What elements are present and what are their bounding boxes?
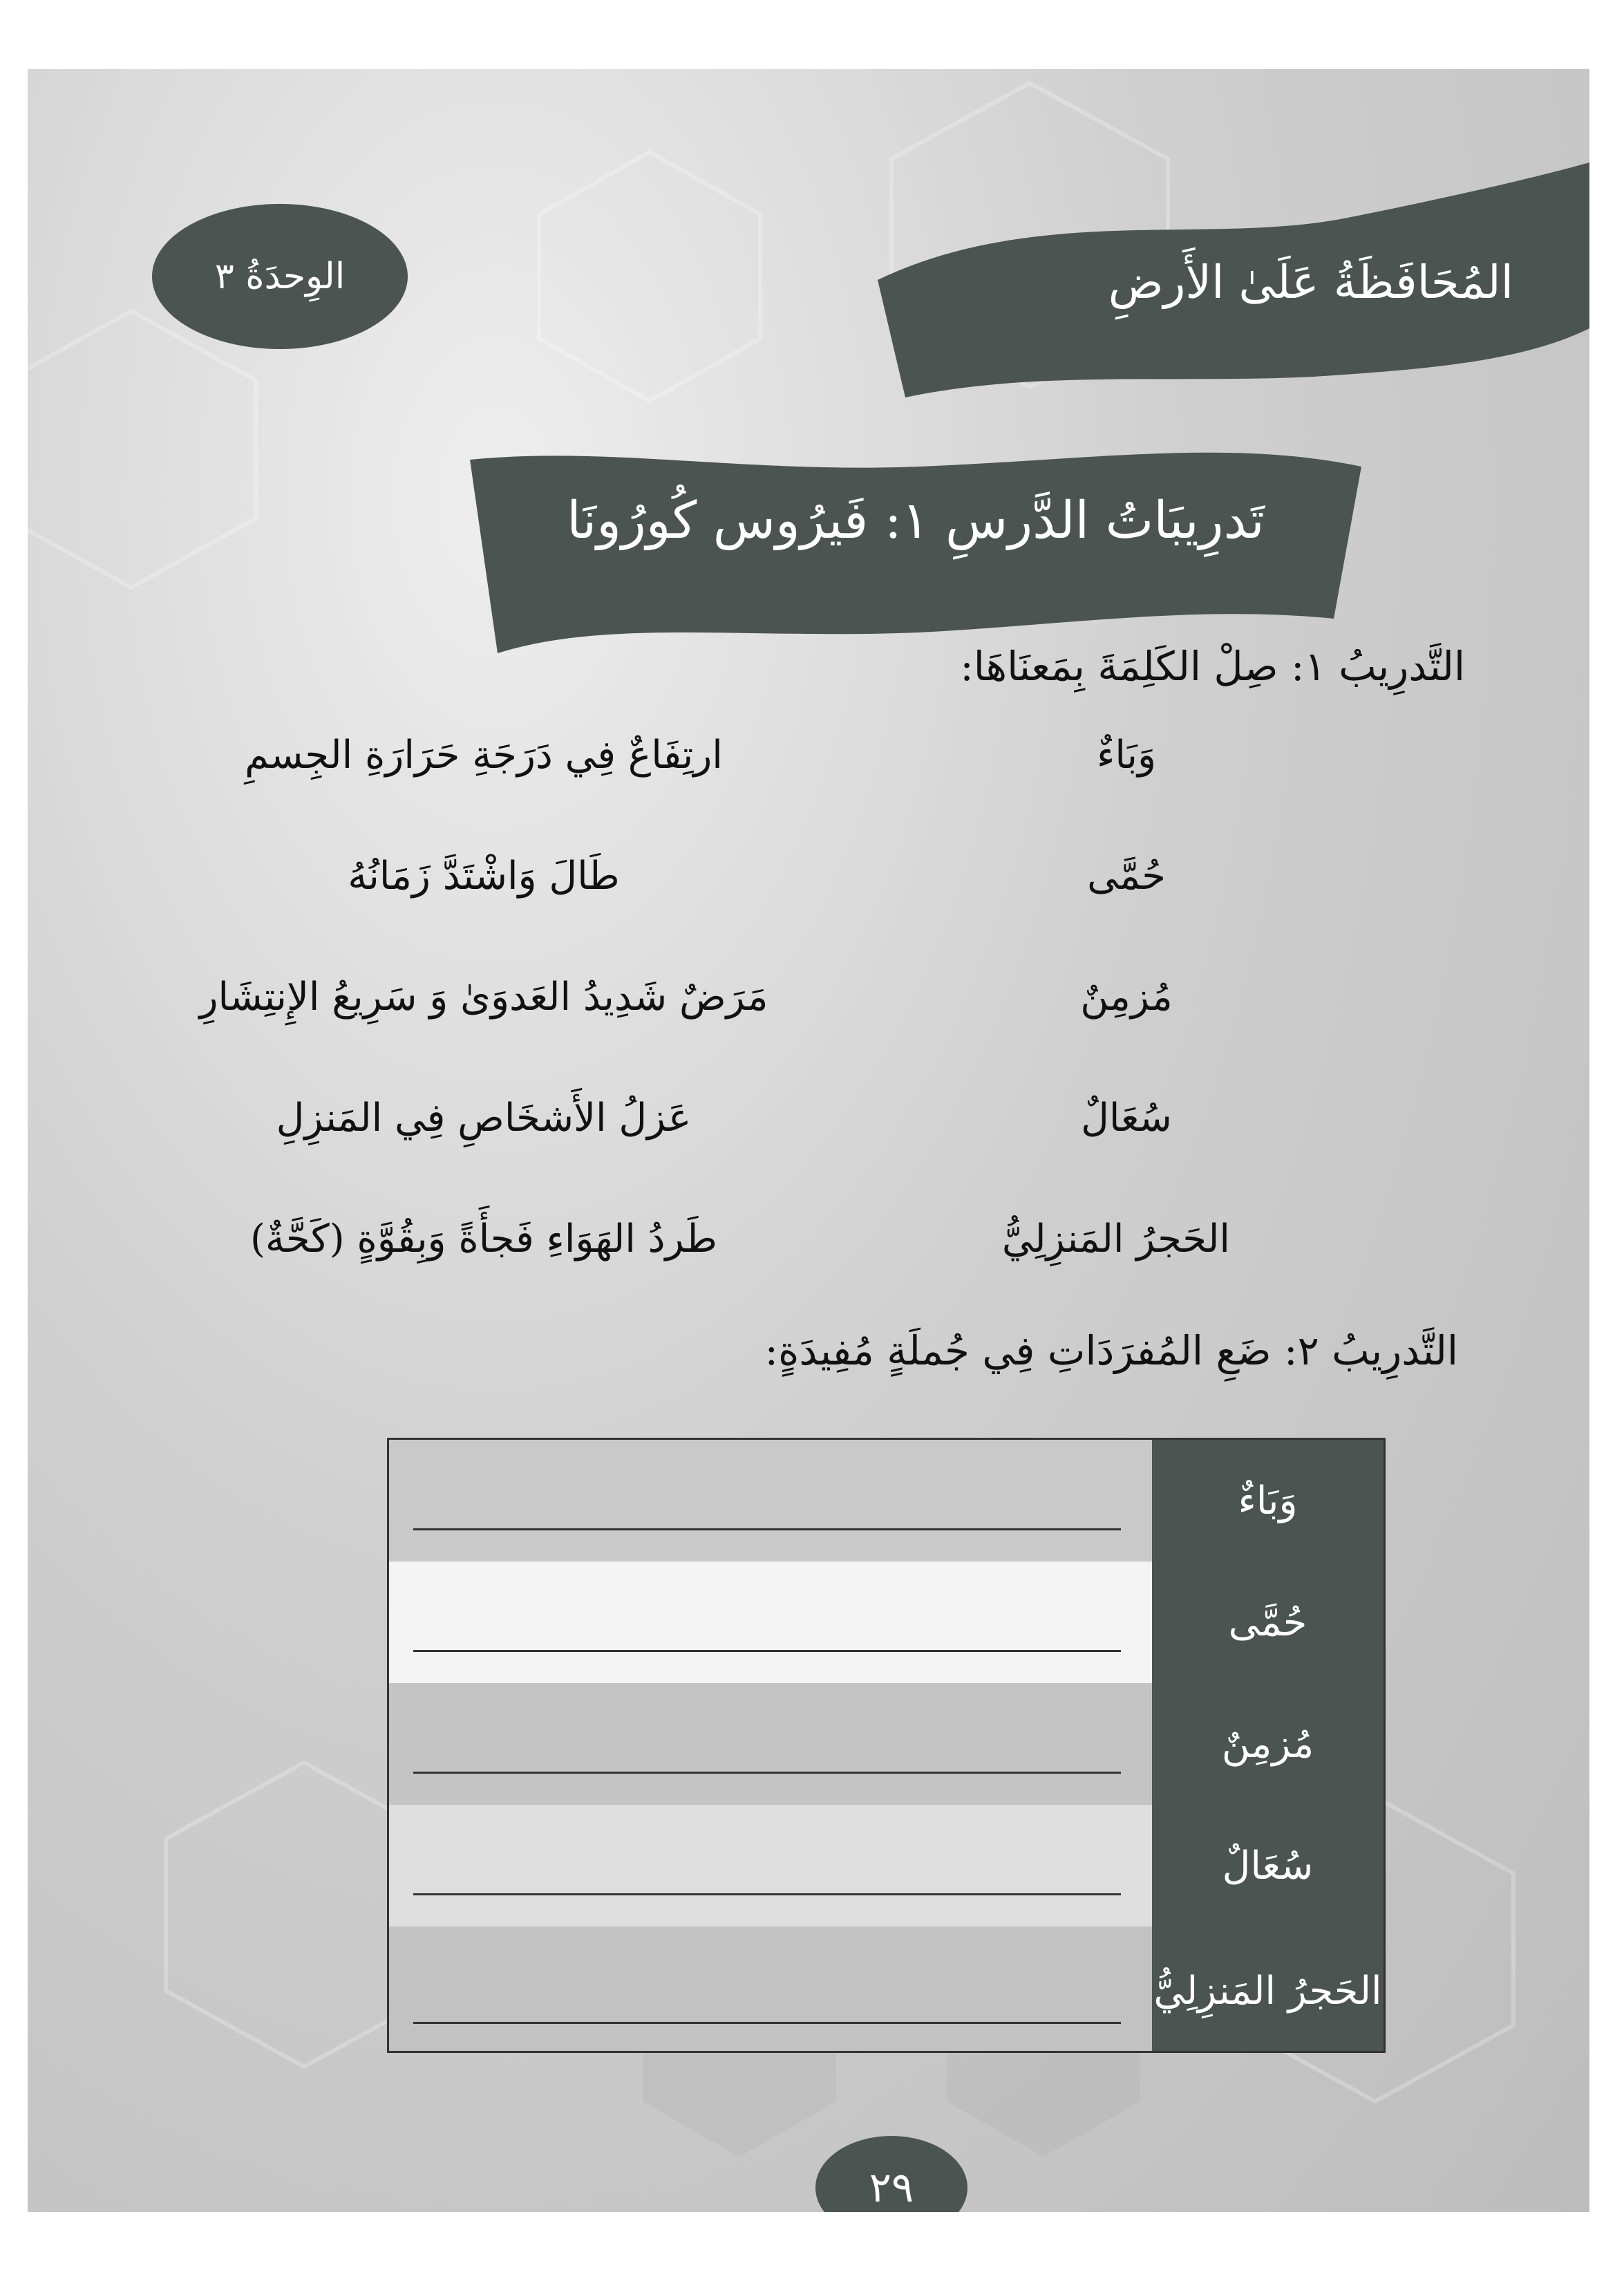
ex1-meaning-1: ارتِفَاعٌ فِي دَرَجَةِ حَرَارَةِ الجِسمِ [245,733,723,778]
writing-line[interactable] [413,1650,1121,1652]
ex1-word-2: حُمَّى [1087,854,1166,899]
ex1-word-4: سُعَالٌ [1081,1096,1172,1141]
lesson-title: تَدرِيبَاتُ الدَّرسِ ١: فَيرُوس كُورُونَا [567,491,1265,550]
theme-title: المُحَافَظَةُ عَلَىٰ الأَرضِ [1108,256,1513,309]
unit-badge: الوِحدَةُ ٣ [152,204,408,349]
vocab-word-cell: سُعَالٌ [1152,1805,1384,1926]
vocab-word-cell: حُمَّى [1152,1561,1384,1683]
table-row [389,1683,1384,1805]
vocab-word-cell: مُزمِنٌ [1152,1683,1384,1805]
table-row [389,1561,1384,1683]
ex1-word-3: مُزمِنٌ [1080,975,1173,1020]
exercise1-title: التَّدرِيبُ ١: صِلْ الكَلِمَةَ بِمَعنَاهَا: [960,643,1465,690]
page-number: ٢٩ [815,2136,967,2212]
exercise2-title: التَّدرِيبُ ٢: ضَعِ المُفرَدَاتِ فِي جُملَةٍ مُفِيدَةٍ: [764,1327,1458,1374]
ex1-meaning-4: عَزلُ الأَشخَاصِ فِي المَنزِلِ [276,1096,692,1141]
table-row [389,1926,1384,2053]
writing-line[interactable] [413,1772,1121,1774]
ex1-meaning-5: طَردُ الهَوَاءِ فَجأَةً وَبِقُوَّةٍ (كَحَّةٌ) [250,1217,717,1261]
table-row [389,1440,1384,1561]
ex1-word-1: وَبَاءٌ [1096,733,1157,778]
writing-line[interactable] [413,1893,1121,1895]
vocabulary-sentence-table [387,1438,1386,2053]
table-row [389,1805,1384,1926]
ex1-word-5: الحَجرُ المَنزِلِيُّ [1001,1217,1230,1261]
worksheet-page [28,69,1589,2212]
ex1-meaning-3: مَرَضٌ شَدِيدُ العَدوَىٰ وَ سَرِيعُ الإِنتِشَارِ [199,975,768,1020]
vocab-word-cell: الحَجرُ المَنزِلِيُّ [1152,1926,1384,2053]
ex1-meaning-2: طَالَ وَاشْتَدَّ زَمَانُهُ [348,854,620,899]
vocab-word-cell: وَبَاءٌ [1152,1440,1384,1561]
writing-line[interactable] [413,2022,1121,2024]
writing-line[interactable] [413,1528,1121,1530]
